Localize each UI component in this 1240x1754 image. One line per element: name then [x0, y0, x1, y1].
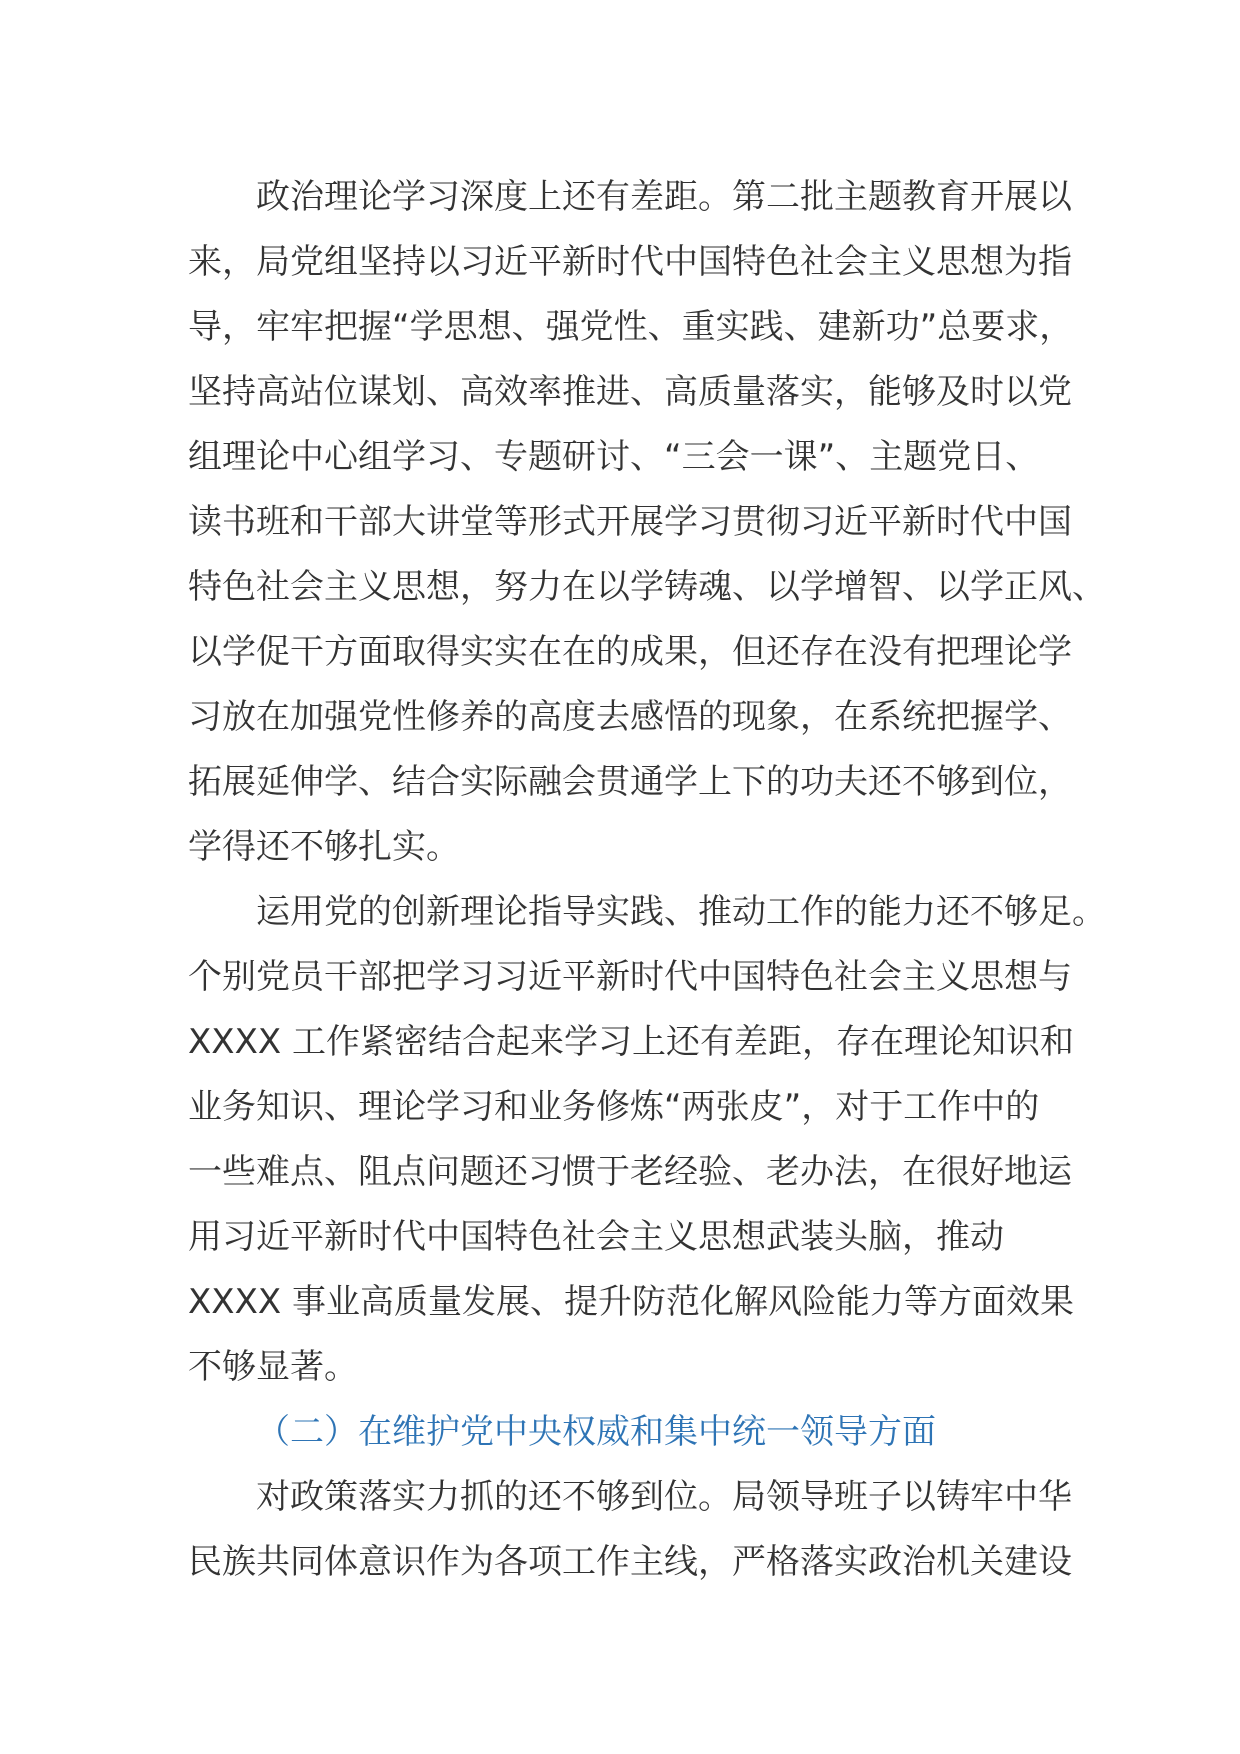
section-heading: （二）在维护党中央权威和集中统一领导方面 [256, 1412, 936, 1452]
text-line: 读书班和干部大讲堂等形式开展学习贯彻习近平新时代中国 [188, 502, 1072, 542]
text-line: 政治理论学习深度上还有差距。第二批主题教育开展以 [256, 177, 1072, 217]
text-line: 运用党的创新理论指导实践、推动工作的能力还不够足。 [256, 892, 1106, 932]
text-line: 来，局党组坚持以习近平新时代中国特色社会主义思想为指 [188, 242, 1072, 282]
text-line: 学得还不够扎实。 [188, 827, 460, 867]
text-line: 组理论中心组学习、专题研讨、“三会一课”、主题党日、 [188, 437, 1040, 477]
text-line: 个别党员干部把学习习近平新时代中国特色社会主义思想与 [188, 957, 1072, 997]
text-line: 习放在加强党性修养的高度去感悟的现象，在系统把握学、 [188, 697, 1072, 737]
text-line: XXXX 事业高质量发展、提升防范化解风险能力等方面效果 [188, 1282, 1074, 1322]
text-line: 对政策落实力抓的还不够到位。局领导班子以铸牢中华 [256, 1477, 1072, 1517]
text-line: 业务知识、理论学习和业务修炼“两张皮”，对于工作中的 [188, 1087, 1040, 1127]
text-line: 不够显著。 [188, 1347, 358, 1387]
document-body [188, 165, 1106, 1595]
text-line: 以学促干方面取得实实在在的成果，但还存在没有把理论学 [188, 632, 1072, 672]
text-line: 坚持高站位谋划、高效率推进、高质量落实，能够及时以党 [188, 372, 1072, 412]
text-line: XXXX 工作紧密结合起来学习上还有差距，存在理论知识和 [188, 1022, 1074, 1062]
text-line: 一些难点、阻点问题还习惯于老经验、老办法，在很好地运 [188, 1152, 1072, 1192]
text-line: 民族共同体意识作为各项工作主线，严格落实政治机关建设 [188, 1542, 1072, 1582]
text-line: 用习近平新时代中国特色社会主义思想武装头脑，推动 [188, 1217, 1004, 1257]
text-line: 拓展延伸学、结合实际融会贯通学上下的功夫还不够到位， [188, 762, 1072, 802]
text-line: 导，牢牢把握“学思想、强党性、重实践、建新功”总要求， [188, 307, 1074, 347]
text-line: 特色社会主义思想，努力在以学铸魂、以学增智、以学正风、 [188, 567, 1106, 607]
